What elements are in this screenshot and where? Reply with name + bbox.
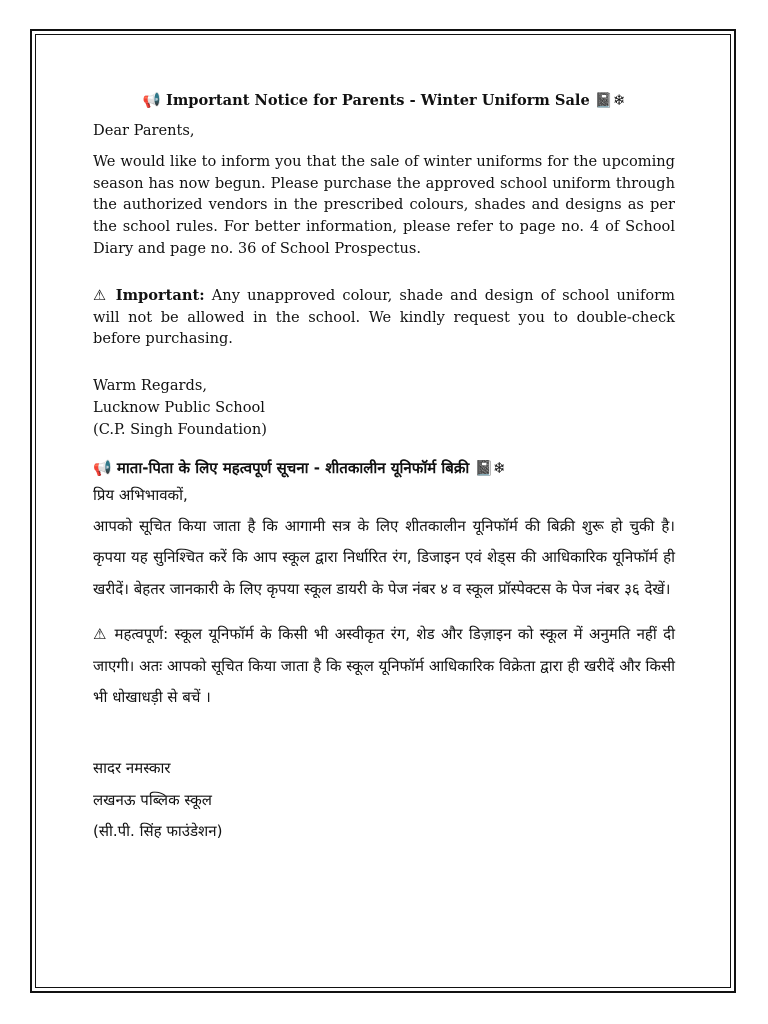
english-salutation: Dear Parents,	[93, 122, 195, 139]
hindi-important-note	[93, 619, 675, 713]
hindi-closing: सादर नमस्कार	[93, 759, 171, 778]
hindi-foundation: (सी.पी. सिंह फाउंडेशन)	[93, 822, 223, 841]
english-closing: Warm Regards,	[93, 377, 207, 395]
hindi-body: आपको सूचित किया जाता है कि आगामी सत्र के लिए शीतकालीन यूनिफॉर्म की बिक्री शुरू हो चुकी है। कृपया यह सुनिश्चित करें कि आप स्कूल द्वारा निर्धारित रंग, डिजाइन एवं शेड्स की आधिकारिक यूनिफॉर्म ही खरीदें। बेहतर जानकारी के लिए कृपया स्कूल डायरी के पेज नंबर ४ व स्कूल प्रॉस्पेक्टस के पेज नंबर ३६ देखें।	[93, 516, 675, 598]
hindi-salutation: प्रिय अभिभावकों,	[93, 485, 188, 504]
hindi-title	[93, 455, 675, 481]
hindi-school-name: लखनऊ पब्लिक स्कूल	[93, 790, 212, 809]
warning-icon: ⚠	[93, 625, 109, 644]
english-title	[93, 88, 675, 114]
megaphone-icon: 📢	[142, 92, 161, 109]
english-important-text: Any unapproved colour, shade and design of school uniform will not be allowed in the school. We kindly request you to double-check before purchasing.	[93, 286, 675, 348]
english-title-text: Important Notice for Parents - Winter Uniform Sale	[166, 92, 590, 109]
hindi-important-text: महत्वपूर्ण: स्कूल यूनिफॉर्म के किसी भी अस्वीकृत रंग, शेड और डिज़ाइन को स्कूल में अनुमति नहीं दी जाएगी। अतः आपको सूचित किया जाता है कि स्कूल यूनिफॉर्म आधिकारिक विक्रेता द्वारा ही खरीदें और किसी भी धोखाधड़ी से बचें ।	[93, 625, 675, 706]
notebook-snowflake-icon: 📓❄	[594, 92, 626, 109]
important-label: Important:	[115, 286, 205, 304]
hindi-title-text: माता-पिता के लिए महत्वपूर्ण सूचना - शीतकालीन यूनिफॉर्म बिक्री	[116, 458, 470, 477]
warning-icon: ⚠	[93, 286, 109, 304]
english-school-name: Lucknow Public School	[93, 398, 265, 416]
notice-content	[93, 88, 675, 848]
english-important-note	[93, 285, 675, 350]
english-foundation: (C.P. Singh Foundation)	[93, 420, 267, 438]
megaphone-icon: 📢	[93, 458, 112, 477]
notebook-snowflake-icon: 📓❄	[474, 458, 506, 477]
english-body: We would like to inform you that the sale of winter uniforms for the upcoming season has now begun. Please purchase the approved school uniform through the authorized vendors in the prescribed colours, shades and designs as per the school rules. For better information, please refer to page no. 4 of School Diary and page no. 36 of School Prospectus.	[93, 152, 675, 257]
